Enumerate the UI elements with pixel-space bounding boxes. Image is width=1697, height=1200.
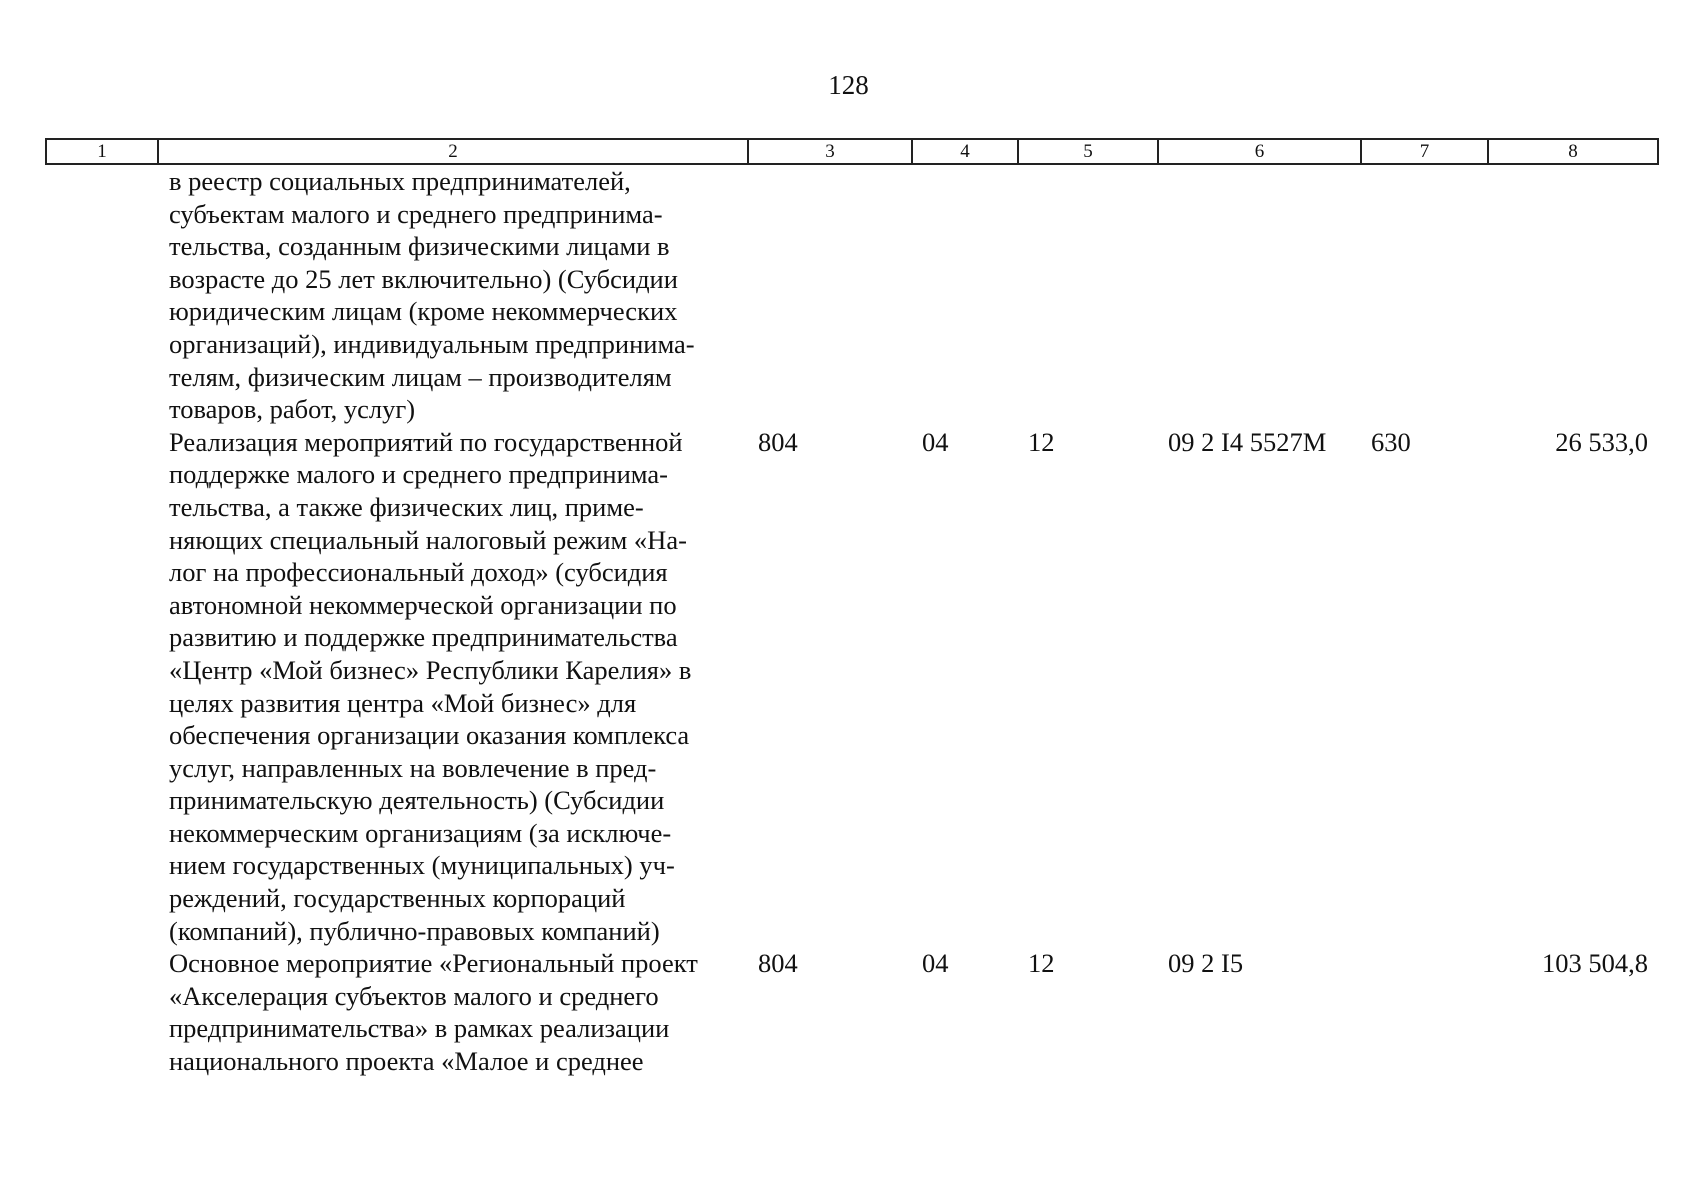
- row-number-cell: [46, 426, 158, 948]
- amount-cell: 103 504,8: [1542, 948, 1648, 979]
- column-header-6: 6: [1158, 139, 1361, 164]
- section-code-cell: [912, 164, 1018, 426]
- description-line: лог на профессиональный доход» (субсидия: [169, 557, 668, 588]
- column-header-2: 2: [158, 139, 748, 164]
- description-line: «Центр «Мой бизнес» Республики Карелия» в: [169, 654, 692, 685]
- description-cell: [158, 947, 748, 1077]
- column-header-1: 1: [46, 139, 158, 164]
- description-line: услуг, направленных на вовлечение в пред-: [169, 752, 657, 783]
- description-line: возрасте до 25 лет включительно) (Субсидии: [169, 263, 678, 294]
- description-line: субъектам малого и среднего предпринима-: [169, 198, 663, 229]
- description-cell: [158, 164, 748, 426]
- row-number-cell: [46, 164, 158, 426]
- row-number-cell: [46, 947, 158, 1077]
- column-header-4: 4: [912, 139, 1018, 164]
- column-header-3: 3: [748, 139, 912, 164]
- description-line: няющих специальный налоговый режим «На-: [169, 524, 687, 555]
- description-line: национального проекта «Малое и среднее: [169, 1046, 644, 1077]
- description-line: обеспечения организации оказания комплекса: [169, 720, 690, 751]
- description-line: организаций), индивидуальным предпринима-: [169, 328, 695, 359]
- description-line: юридическим лицам (кроме некоммерческих: [169, 296, 678, 327]
- description-line: целях развития центра «Мой бизнес» для: [169, 687, 637, 718]
- description-line: товаров, работ, услуг): [169, 394, 416, 425]
- description-line: тельства, а также физических лиц, приме-: [169, 491, 644, 522]
- description-line: некоммерческим организациям (за исключе-: [169, 817, 672, 848]
- expense-type-cell: [1361, 164, 1488, 426]
- description-line: телям, физическим лицам – производителям: [169, 361, 672, 392]
- description-line: автономной некоммерческой организации по: [169, 589, 677, 620]
- target-item-cell: 09 2 I4 5527M: [1168, 426, 1327, 457]
- table-row: [46, 947, 1658, 1077]
- subsection-code-cell: [1018, 164, 1158, 426]
- target-item-cell: [1158, 164, 1361, 426]
- description-line: Основное мероприятие «Региональный проект: [169, 948, 698, 979]
- column-header-7: 7: [1361, 139, 1488, 164]
- ministry-code-cell: 804: [758, 948, 798, 979]
- description-line: развитию и поддержке предпринимательства: [169, 622, 678, 653]
- description-line: «Акселерация субъектов малого и среднего: [169, 980, 659, 1011]
- amount-cell: 26 533,0: [1555, 426, 1648, 457]
- description-line: принимательскую деятельность) (Субсидии: [169, 785, 665, 816]
- page-number: 128: [828, 70, 869, 100]
- description-line: нием государственных (муниципальных) уч-: [169, 850, 675, 881]
- table-row: [46, 164, 1658, 426]
- subsection-code-cell: 12: [1028, 426, 1055, 457]
- column-header-8: 8: [1488, 139, 1658, 164]
- description-line: предпринимательства» в рамках реализации: [169, 1013, 670, 1044]
- description-line: Реализация мероприятий по государственной: [169, 426, 683, 457]
- ministry-code-cell: [748, 164, 912, 426]
- amount-cell: [1488, 164, 1658, 426]
- description-line: реждений, государственных корпораций: [169, 883, 626, 914]
- expense-type-cell: 630: [1371, 426, 1411, 457]
- description-line: поддержке малого и среднего предпринима-: [169, 459, 668, 490]
- description-cell: [158, 426, 748, 948]
- expense-type-cell: [1361, 947, 1488, 1077]
- section-code-cell: 04: [922, 948, 949, 979]
- ministry-code-cell: 804: [758, 426, 798, 457]
- subsection-code-cell: 12: [1028, 948, 1055, 979]
- description-line: (компаний), публично-правовых компаний): [169, 915, 660, 946]
- table-row: [46, 426, 1658, 948]
- budget-table: [45, 138, 1659, 1078]
- section-code-cell: 04: [922, 426, 949, 457]
- target-item-cell: 09 2 I5: [1168, 948, 1244, 979]
- column-header-5: 5: [1018, 139, 1158, 164]
- description-line: тельства, созданным физическими лицами в: [169, 231, 670, 262]
- description-line: в реестр социальных предпринимателей,: [169, 166, 631, 196]
- column-number-header-row: [46, 139, 1658, 164]
